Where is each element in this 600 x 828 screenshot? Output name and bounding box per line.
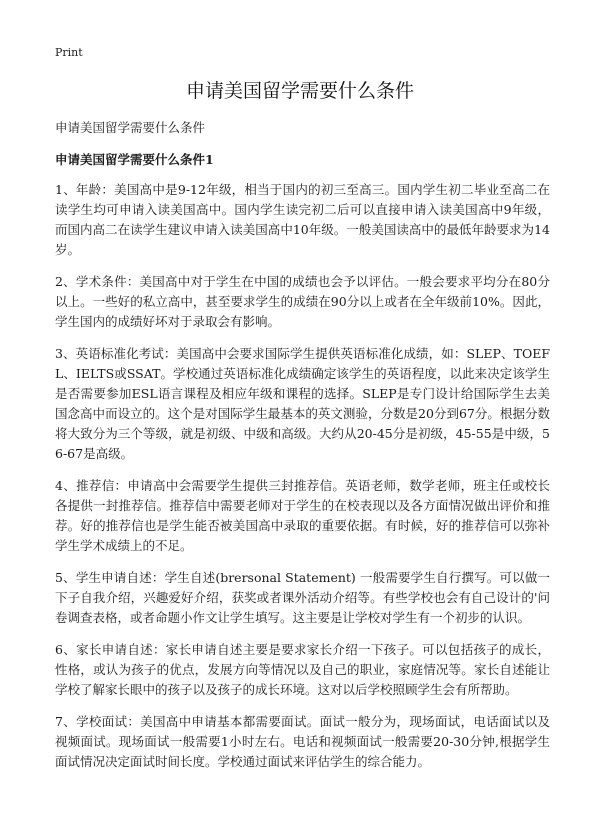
paragraph-english-test: 3、英语标准化考试：美国高中会要求国际学生提供英语标准化成绩，如：SLEP、TOEFL、IELTS或SSAT。学校通过英语标准化成绩确定该学生的英语程度，以此来决定该学生是否需要参加ESL语言课程及相应年级和课程的选择。SLEP是专门设计给国际学生去美国念高中而设立的。这个是对国际学生最基本的英文测验，分数是20分到67分。根据分数将大致分为三个等级，就是初级、中级和高级。大约从20-45分是初级，45-55是中级，56-67是高级。 [55,346,550,461]
paragraph-parent-statement: 6、家长申请自述：家长申请自述主要是要求家长介绍一下孩子。可以包括孩子的成长，性格，或认为孩子的优点，发展方向等情况以及自己的职业，家庭情况等。家长自述能让学校了解家长眼中的孩子以及孩子的成长环境。这对以后学校照顾学生会有所帮助。 [55,642,550,697]
document-subtitle: 申请美国留学需要什么条件 [55,120,206,135]
print-link[interactable]: Print [55,46,83,59]
section-heading: 申请美国留学需要什么条件1 [55,152,214,167]
paragraph-interview: 7、学校面试：美国高中申请基本都需要面试。面试一般分为，现场面试，电话面试以及视频面试。现场面试一般需要1小时左右。电话和视频面试一般需要20-30分钟,根据学生面试情况决定面试时间长度。学校通过面试来评估学生的综合能力。 [55,714,550,769]
paragraph-recommendation: 4、推荐信：申请高中会需要学生提供三封推荐信。英语老师，数学老师，班主任或校长各提供一封推荐信。推荐信中需要老师对于学生的在校表现以及各方面情况做出评价和推荐。好的推荐信也是学生能否被美国高中录取的重要依据。有时候，好的推荐信可以弥补学生学术成绩上的不足。 [55,478,550,553]
paragraph-age: 1、年龄：美国高中是9-12年级，相当于国内的初三至高三。国内学生初二毕业至高二在读学生均可申请入读美国高中。国内学生读完初二后可以直接申请入读美国高中9年级，而国内高二在读学生建议申请入读美国高中10年级。一般美国读高中的最低年龄要求为14岁。 [55,182,550,257]
document-body [55,118,550,784]
document-title: 申请美国留学需要什么条件 [185,80,414,102]
paragraph-personal-statement: 5、学生申请自述：学生自述(brersonal Statement) 一般需要学生自行撰写。可以做一下子自我介绍，兴趣爱好介绍，获奖或者课外活动介绍等。有些学校也会有自己设计的'问卷调查表格，或者命题小作文让学生填写。这主要是让学校对学生有一个初步的认识。 [55,570,550,625]
paragraph-academic: 2、学术条件：美国高中对于学生在中国的成绩也会予以评估。一般会要求平均分在80分以上。一些好的私立高中，甚至要求学生的成绩在90分以上或者在全年级前10%。因此，学生国内的成绩好坏对于录取会有影响。 [55,274,550,329]
